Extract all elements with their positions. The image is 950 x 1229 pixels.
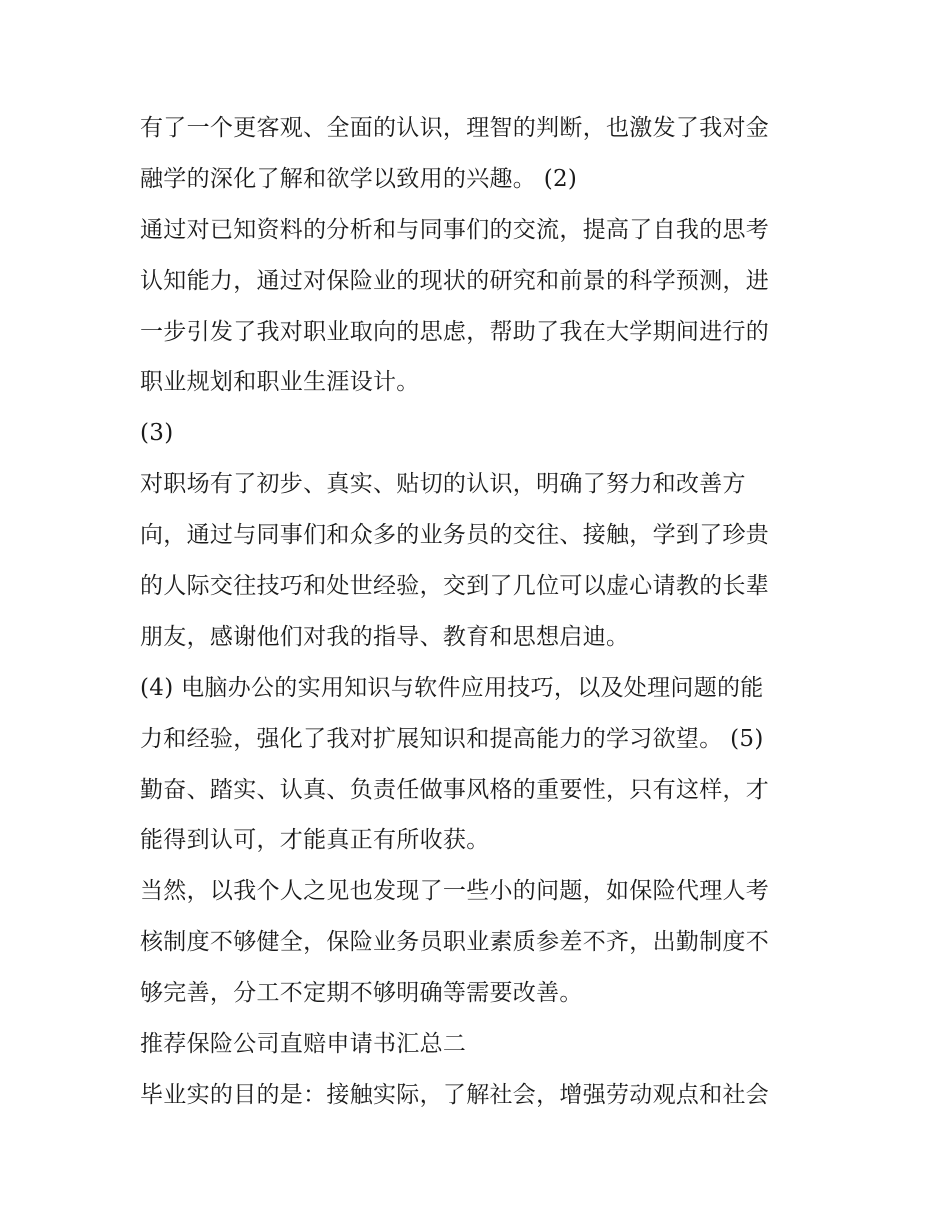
text-line: 有了一个更客观、全面的认识，理智的判断，也激发了我对金 xyxy=(140,115,770,141)
text-line: 一步引发了我对职业取向的思虑，帮助了我在大学期间进行的 xyxy=(140,318,770,345)
text-line: (3) xyxy=(140,420,174,447)
text-line: 职业规划和职业生涯设计。 xyxy=(140,369,420,396)
text-line: 力和经验，强化了我对扩展知识和提高能力的学习欲望。 (5) xyxy=(140,725,764,752)
text-line: 当然，以我个人之见也发现了一些小的问题，如保险代理人考 xyxy=(140,878,770,905)
text-line: 核制度不够健全，保险业务员职业素质参差不齐，出勤制度不 xyxy=(140,929,770,956)
text-line: 朋友，感谢他们对我的指导、教育和思想启迪。 xyxy=(140,623,630,650)
text-line: 融学的深化了解和欲学以致用的兴趣。 (2) xyxy=(140,165,578,192)
text-line: 能得到认可，才能真正有所收获。 xyxy=(140,827,490,854)
text-line: 向，通过与同事们和众多的业务员的交往、接触，学到了珍贵 xyxy=(140,522,770,549)
document-body xyxy=(140,103,830,1121)
text-line: 毕业实的目的是：接触实际，了解社会，增强劳动观点和社会 xyxy=(140,1081,770,1108)
text-line: 认知能力，通过对保险业的现状的研究和前景的科学预测，进 xyxy=(140,267,770,294)
text-line: 够完善，分工不定期不够明确等需要改善。 xyxy=(140,980,583,1007)
text-line: 勤奋、踏实、认真、负责任做事风格的重要性，只有这样，才 xyxy=(140,776,770,803)
text-line: 的人际交往技巧和处世经验，交到了几位可以虚心请教的长辈 xyxy=(140,573,770,600)
section-heading: 推荐保险公司直赔申请书汇总二 xyxy=(140,1031,467,1058)
text-line: 通过对已知资料的分析和与同事们的交流，提高了自我的思考 xyxy=(140,216,770,243)
text-line: (4) 电脑办公的实用知识与软件应用技巧，以及处理问题的能 xyxy=(140,674,764,701)
text-line: 对职场有了初步、真实、贴切的认识，明确了努力和改善方 xyxy=(140,471,746,498)
